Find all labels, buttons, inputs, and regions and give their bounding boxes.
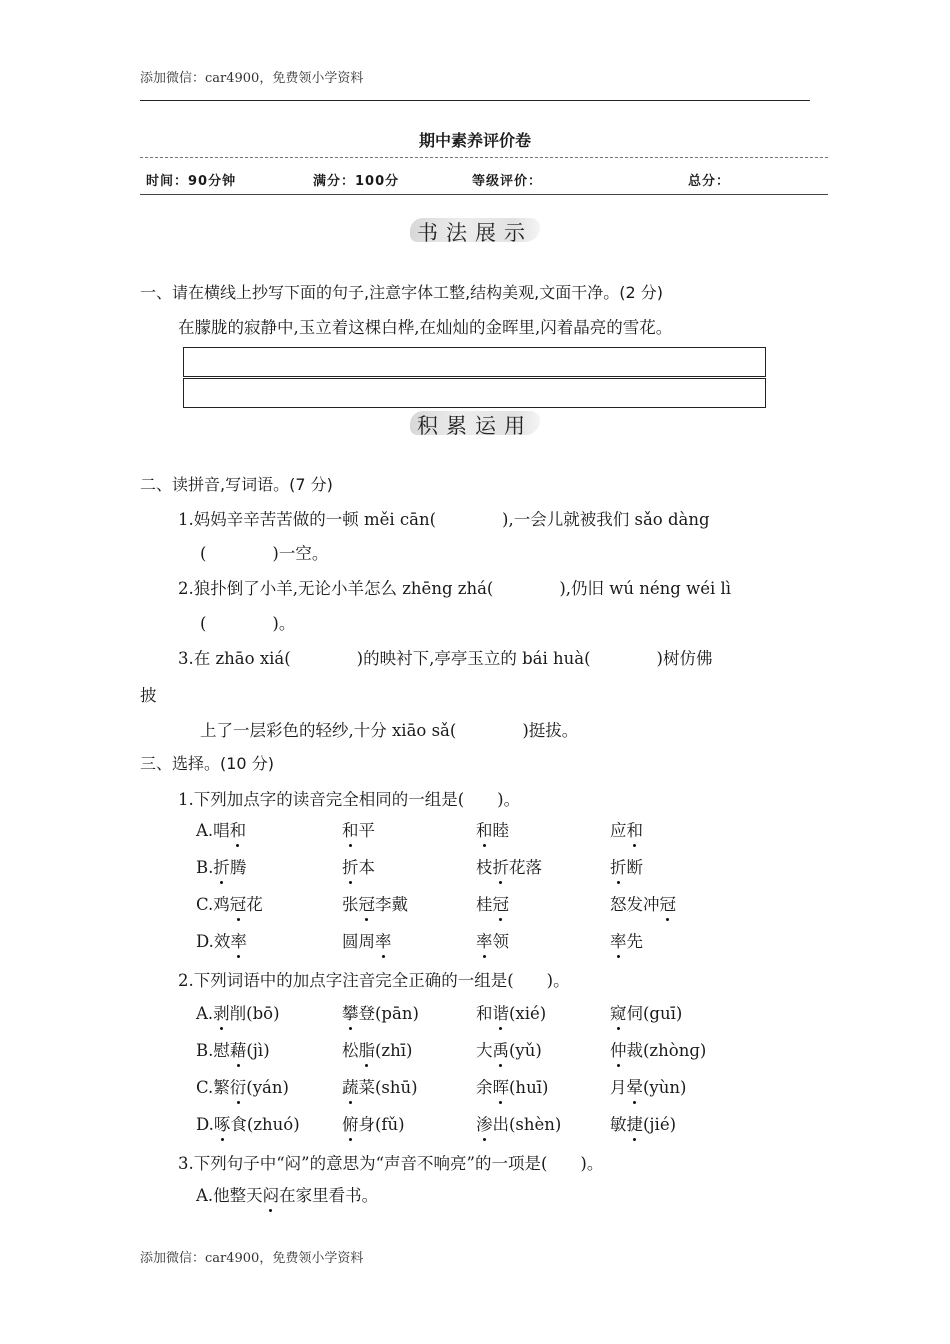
option-cell: 率先 [610,928,643,952]
question-stem: 2.下列词语中的加点字注音完全正确的一组是( )。 [178,971,570,990]
option-cell[interactable]: D.效率 [196,928,247,952]
emphasis-dot-char: 折 [493,854,510,878]
top-rule [140,100,810,101]
option-cell: 和平 [342,817,375,841]
emphasis-dot-char: 仲 [610,1037,627,1061]
option-cell[interactable]: C.繁衍(yán) [196,1074,289,1098]
pinyin-line: 1.妈妈辛辛苦苦做的一顿 měi cān( ),一会儿就被我们 sǎo dàng [178,510,710,529]
option-cell[interactable]: A.唱和 [196,817,246,841]
option-cell: 月晕(yùn) [610,1074,686,1098]
emphasis-dot-char: 窥 [610,1000,627,1024]
emphasis-dot-char: 冠 [359,891,376,915]
emphasis-dot-char: 冠 [660,891,677,915]
banner-accumulation: 积累运用 [410,408,540,438]
option-cell: 松脂(zhī) [342,1037,412,1061]
emphasis-dot-char: 和 [230,817,247,841]
pinyin-line: 披 [140,686,157,705]
option-cell: 窥伺(guī) [610,1000,682,1024]
emphasis-dot-char: 和 [342,817,359,841]
pinyin-line: ( )。 [200,614,296,633]
emphasis-dot-char: 冠 [230,891,247,915]
emphasis-dot-char: 冠 [493,891,510,915]
option-cell: 张冠李戴 [342,891,408,915]
emphasis-dot-char: 折 [342,854,359,878]
option-cell[interactable]: D.啄食(zhuó) [196,1111,300,1135]
emphasis-dot-char: 折 [213,854,230,878]
option-cell[interactable]: B.慰藉(jì) [196,1037,270,1061]
emphasis-dot-char: 禹 [493,1037,510,1061]
section3-heading: 三、选择。(10 分) [140,754,274,773]
option-cell: 和睦 [476,817,509,841]
emphasis-dot-char: 脂 [359,1037,376,1061]
full-score: 满分：100分 [313,174,400,189]
copy-sentence: 在朦胧的寂静中,玉立着这棵白桦,在灿灿的金晖里,闪着晶亮的雪花。 [178,318,673,337]
option-cell: 折断 [610,854,643,878]
emphasis-dot-char: 和 [476,817,493,841]
option-cell: 枝折花落 [476,854,542,878]
option-cell: 和谐(xié) [476,1000,546,1024]
emphasis-dot-char: 率 [610,928,627,952]
emphasis-dot-char: 晕 [627,1074,644,1098]
option-cell: 桂冠 [476,891,509,915]
question-stem: 3.下列句子中“闷”的意思为“声音不响亮”的一项是( )。 [178,1154,604,1173]
writing-box-2[interactable] [183,378,766,408]
watermark-bottom: 添加微信：car4900，免费领小学资料 [140,1251,364,1266]
emphasis-dot-char: 和 [627,817,644,841]
banner-calligraphy: 书法展示 [410,215,540,245]
emphasis-dot-char: 晖 [493,1074,510,1098]
emphasis-dot-char: 折 [610,854,627,878]
emphasis-dot-char: 率 [476,928,493,952]
emphasis-dot-char: 率 [230,928,247,952]
emphasis-dot-char: 蔬 [342,1074,359,1098]
option-cell: 大禹(yǔ) [476,1037,542,1061]
option-cell: 渗出(shèn) [476,1111,561,1135]
section1-heading: 一、请在横线上抄写下面的句子,注意字体工整,结构美观,文面干净。(2 分) [140,283,664,302]
option-cell: 余晖(huī) [476,1074,548,1098]
header-bottom-rule [140,194,828,195]
emphasis-dot-char: 率 [375,928,392,952]
option-cell: 怒发冲冠 [610,891,676,915]
option-a[interactable]: A.他整天闷在家里看书。 [196,1182,378,1206]
emphasis-dot-char: 捷 [627,1111,644,1135]
total-score-label: 总分： [688,174,731,189]
page-title: 期中素养评价卷 [418,131,531,150]
option-cell: 折本 [342,854,375,878]
emphasis-dot-char: 啄 [214,1111,231,1135]
emphasis-dot-char: 衍 [230,1074,247,1098]
option-cell: 敏捷(jié) [610,1111,676,1135]
writing-box-1[interactable] [183,347,766,377]
option-cell[interactable]: A.剥削(bō) [196,1000,280,1024]
exam-time: 时间：90分钟 [146,174,237,189]
question-stem: 1.下列加点字的读音完全相同的一组是( )。 [178,790,521,809]
section2-heading: 二、读拼音,写词语。(7 分) [140,475,333,494]
pinyin-line: ( )一空。 [200,544,329,563]
option-cell[interactable]: B.折腾 [196,854,246,878]
dashed-divider [140,157,828,158]
option-cell: 仲裁(zhònɡ) [610,1037,706,1061]
emphasis-dot-char: 攀 [342,1000,359,1024]
option-cell: 俯身(fǔ) [342,1111,405,1135]
watermark-top: 添加微信：car4900，免费领小学资料 [140,71,364,86]
emphasis-dot-char: 谐 [493,1000,510,1024]
emphasis-dot-char: 藉 [230,1037,247,1061]
pinyin-line: 2.狼扑倒了小羊,无论小羊怎么 zhēng zhá( ),仍旧 wú néng wéi lì [178,579,732,598]
emphasis-dot-char: 俯 [342,1111,359,1135]
option-cell: 应和 [610,817,643,841]
emphasis-dot-char: 闷 [263,1182,280,1206]
option-cell: 蔬菜(shū) [342,1074,418,1098]
pinyin-line: 3.在 zhāo xiá( )的映衬下,亭亭玉立的 bái huà( )树仿佛 [178,649,713,668]
option-cell: 攀登(pān) [342,1000,419,1024]
option-cell: 率领 [476,928,509,952]
option-cell: 圆周率 [342,928,392,952]
emphasis-dot-char: 渗 [476,1111,493,1135]
grade-label: 等级评价： [472,174,543,189]
emphasis-dot-char: 剥 [213,1000,230,1024]
pinyin-line: 上了一层彩色的轻纱,十分 xiāo sǎ( )挺拔。 [200,721,579,740]
option-cell[interactable]: C.鸡冠花 [196,891,263,915]
